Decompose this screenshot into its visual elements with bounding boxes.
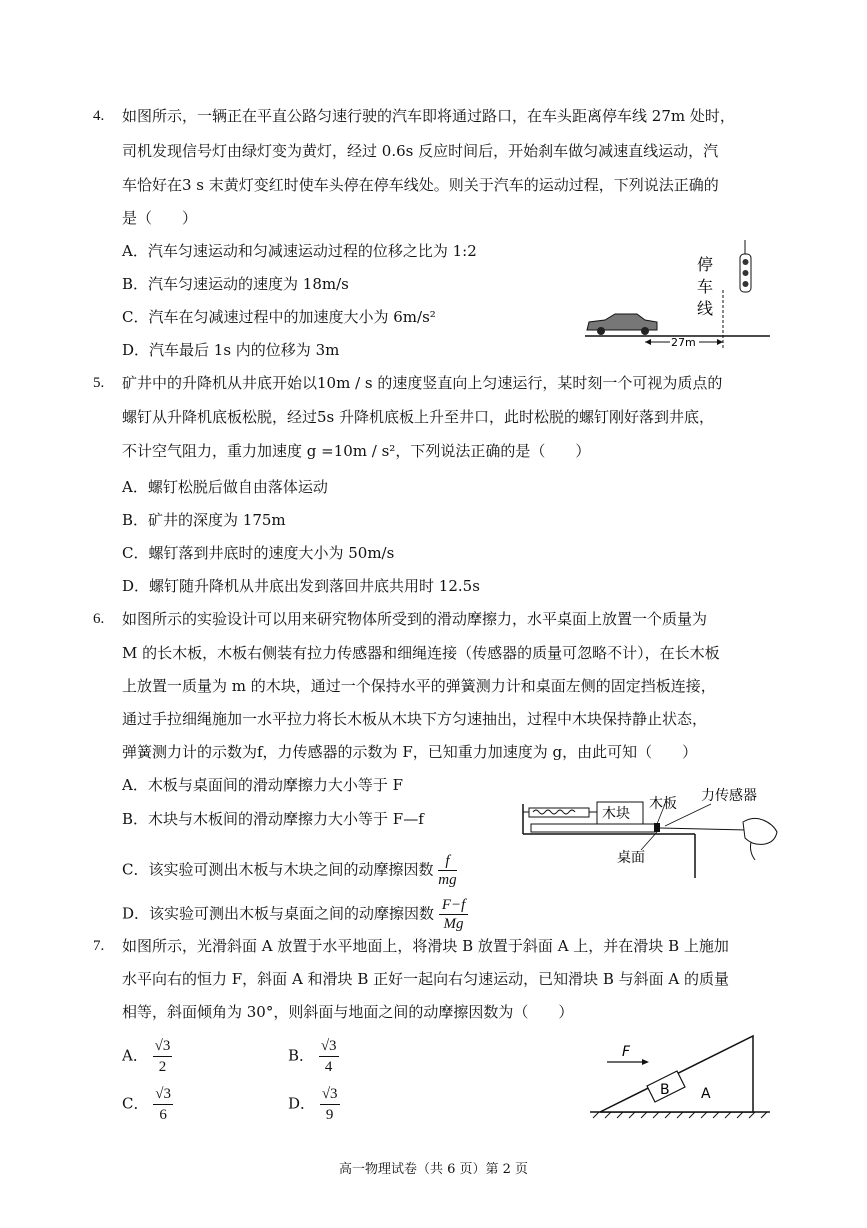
q5-option-c: C．螺钉落到井底时的速度大小为 50m/s <box>122 544 395 562</box>
q7-option-b-numerator: √3 <box>319 1036 339 1057</box>
q7-incline-label: A <box>701 1086 711 1102</box>
q6-option-d-numerator: F−f <box>439 896 468 915</box>
q6-option-a: A．木板与桌面间的滑动摩擦力大小等于 F <box>122 776 404 794</box>
stopline-label-3: 线 <box>697 299 714 318</box>
q4-distance-label: 27m <box>671 336 696 349</box>
q6-table-label: 桌面 <box>617 850 645 866</box>
q4-line-4: 是（ ） <box>122 209 198 227</box>
q6-figure-friction-setup <box>515 782 785 882</box>
q4-number: 4. <box>93 108 105 124</box>
q6-option-c-text: C．该实验可测出木板与木块之间的动摩擦因数 <box>122 860 434 879</box>
q4-line-3: 车恰好在3 s 末黄灯变红时使车头停在停车线处。则关于汽车的运动过程，下列说法正确的 <box>122 176 719 194</box>
q7-option-a <box>122 1036 172 1077</box>
q6-number: 6. <box>93 611 105 627</box>
q5-option-a: A．螺钉松脱后做自由落体运动 <box>122 478 328 496</box>
q4-option-b: B．汽车匀速运动的速度为 18m/s <box>122 275 349 293</box>
q7-option-c-denominator: 6 <box>159 1107 167 1123</box>
q7-option-d <box>288 1084 340 1125</box>
q6-option-d-fraction <box>439 896 468 933</box>
q6-sensor-label: 力传感器 <box>701 788 757 804</box>
q6-option-c-denominator: mg <box>438 872 457 888</box>
q4-figure-car-stopline <box>575 232 775 352</box>
q7-option-b-fraction <box>319 1036 339 1077</box>
q5-line-2: 螺钉从升降机底板松脱，经过5s 升降机底板上升至井口，此时松脱的螺钉刚好落到井底， <box>122 408 715 426</box>
q6-option-c-numerator: f <box>438 852 456 871</box>
q6-line-2: M 的长木板，木板右侧装有拉力传感器和细绳连接（传感器的质量可忽略不计），在长木板 <box>122 644 720 662</box>
q7-option-b <box>288 1036 339 1077</box>
q6-option-d-denominator: Mg <box>443 916 464 932</box>
page-footer: 高一物理试卷（共 6 页）第 2 页 <box>338 1162 529 1177</box>
q7-number: 7. <box>93 938 105 954</box>
q4-option-a: A．汽车匀速运动和匀减速运动过程的位移之比为 1:2 <box>122 242 477 260</box>
q7-force-label: F <box>622 1044 631 1060</box>
q7-option-d-fraction <box>320 1084 340 1125</box>
q7-line-2: 水平向右的恒力 F，斜面 A 和滑块 B 正好一起向右匀速运动，已知滑块 B 与斜面 A 的质量 <box>122 970 730 988</box>
q6-option-c-fraction <box>438 852 456 889</box>
q5-line-3: 不计空气阻力，重力加速度 g =10m / s²，下列说法正确的是（ ） <box>122 442 591 460</box>
q5-number: 5. <box>93 375 105 391</box>
stopline-label-1: 停 <box>697 255 714 274</box>
q7-option-b-denominator: 4 <box>324 1059 333 1075</box>
q4-line-2: 司机发现信号灯由绿灯变为黄灯，经过 0.6s 反应时间后，开始刹车做匀减速直线运动，汽 <box>122 142 719 160</box>
q4-option-c: C．汽车在匀减速过程中的加速度大小为 6m/s² <box>122 308 436 326</box>
q7-option-a-label: A． <box>122 1046 148 1065</box>
q7-option-d-numerator: √3 <box>320 1084 340 1105</box>
q7-figure-incline <box>585 1030 775 1122</box>
q6-line-4: 通过手拉细绳施加一水平拉力将长木板从木块下方匀速抽出，过程中木块保持静止状态， <box>122 710 708 728</box>
q5-line-1: 矿井中的升降机从井底开始以10m / s 的速度竖直向上匀速运行，某时刻一个可视为质点的 <box>122 374 723 392</box>
q6-option-d-text: D．该实验可测出木板与桌面之间的动摩擦因数 <box>122 904 435 923</box>
q7-option-d-label: D． <box>288 1094 316 1113</box>
q7-option-b-label: B． <box>288 1046 315 1065</box>
q7-option-a-numerator: √3 <box>153 1036 173 1057</box>
q6-option-c <box>122 852 457 889</box>
q6-block-label: 木块 <box>602 806 630 822</box>
q7-block-label: B <box>660 1082 670 1098</box>
q4-option-d: D．汽车最后 1s 内的位移为 3m <box>122 341 340 359</box>
q7-option-a-fraction <box>153 1036 173 1077</box>
q7-line-1: 如图所示，光滑斜面 A 放置于水平地面上，将滑块 B 放置于斜面 A 上，并在滑块 B 上施加 <box>122 937 729 955</box>
q6-line-1: 如图所示的实验设计可以用来研究物体所受到的滑动摩擦力，水平桌面上放置一个质量为 <box>122 610 708 628</box>
q7-option-c-label: C． <box>122 1094 149 1113</box>
q7-option-a-denominator: 2 <box>158 1059 167 1075</box>
q7-option-c-numerator: √3 <box>153 1084 173 1105</box>
q7-option-c-fraction <box>153 1084 173 1125</box>
q4-line-1: 如图所示，一辆正在平直公路匀速行驶的汽车即将通过路口，在车头距离停车线 27m 处时， <box>122 107 735 125</box>
q7-option-d-denominator: 9 <box>325 1107 334 1123</box>
stopline-label-2: 车 <box>697 277 714 296</box>
q5-option-d: D．螺钉随升降机从井底出发到落回井底共用时 12.5s <box>122 577 480 595</box>
q6-board-label: 木板 <box>649 796 677 812</box>
q6-line-3: 上放置一质量为 m 的木块，通过一个保持水平的弹簧测力计和桌面左侧的固定挡板连接， <box>122 677 716 695</box>
q5-option-b: B．矿井的深度为 175m <box>122 511 286 529</box>
q6-option-b: B．木块与木板间的滑动摩擦力大小等于 F—f <box>122 810 424 828</box>
q7-option-c <box>122 1084 173 1125</box>
q6-line-5: 弹簧测力计的示数为f，力传感器的示数为 F，已知重力加速度为 g，由此可知（ ） <box>122 743 698 761</box>
q6-option-d <box>122 896 468 933</box>
q7-line-3: 相等，斜面倾角为 30°，则斜面与地面之间的动摩擦因数为（ ） <box>122 1003 574 1021</box>
